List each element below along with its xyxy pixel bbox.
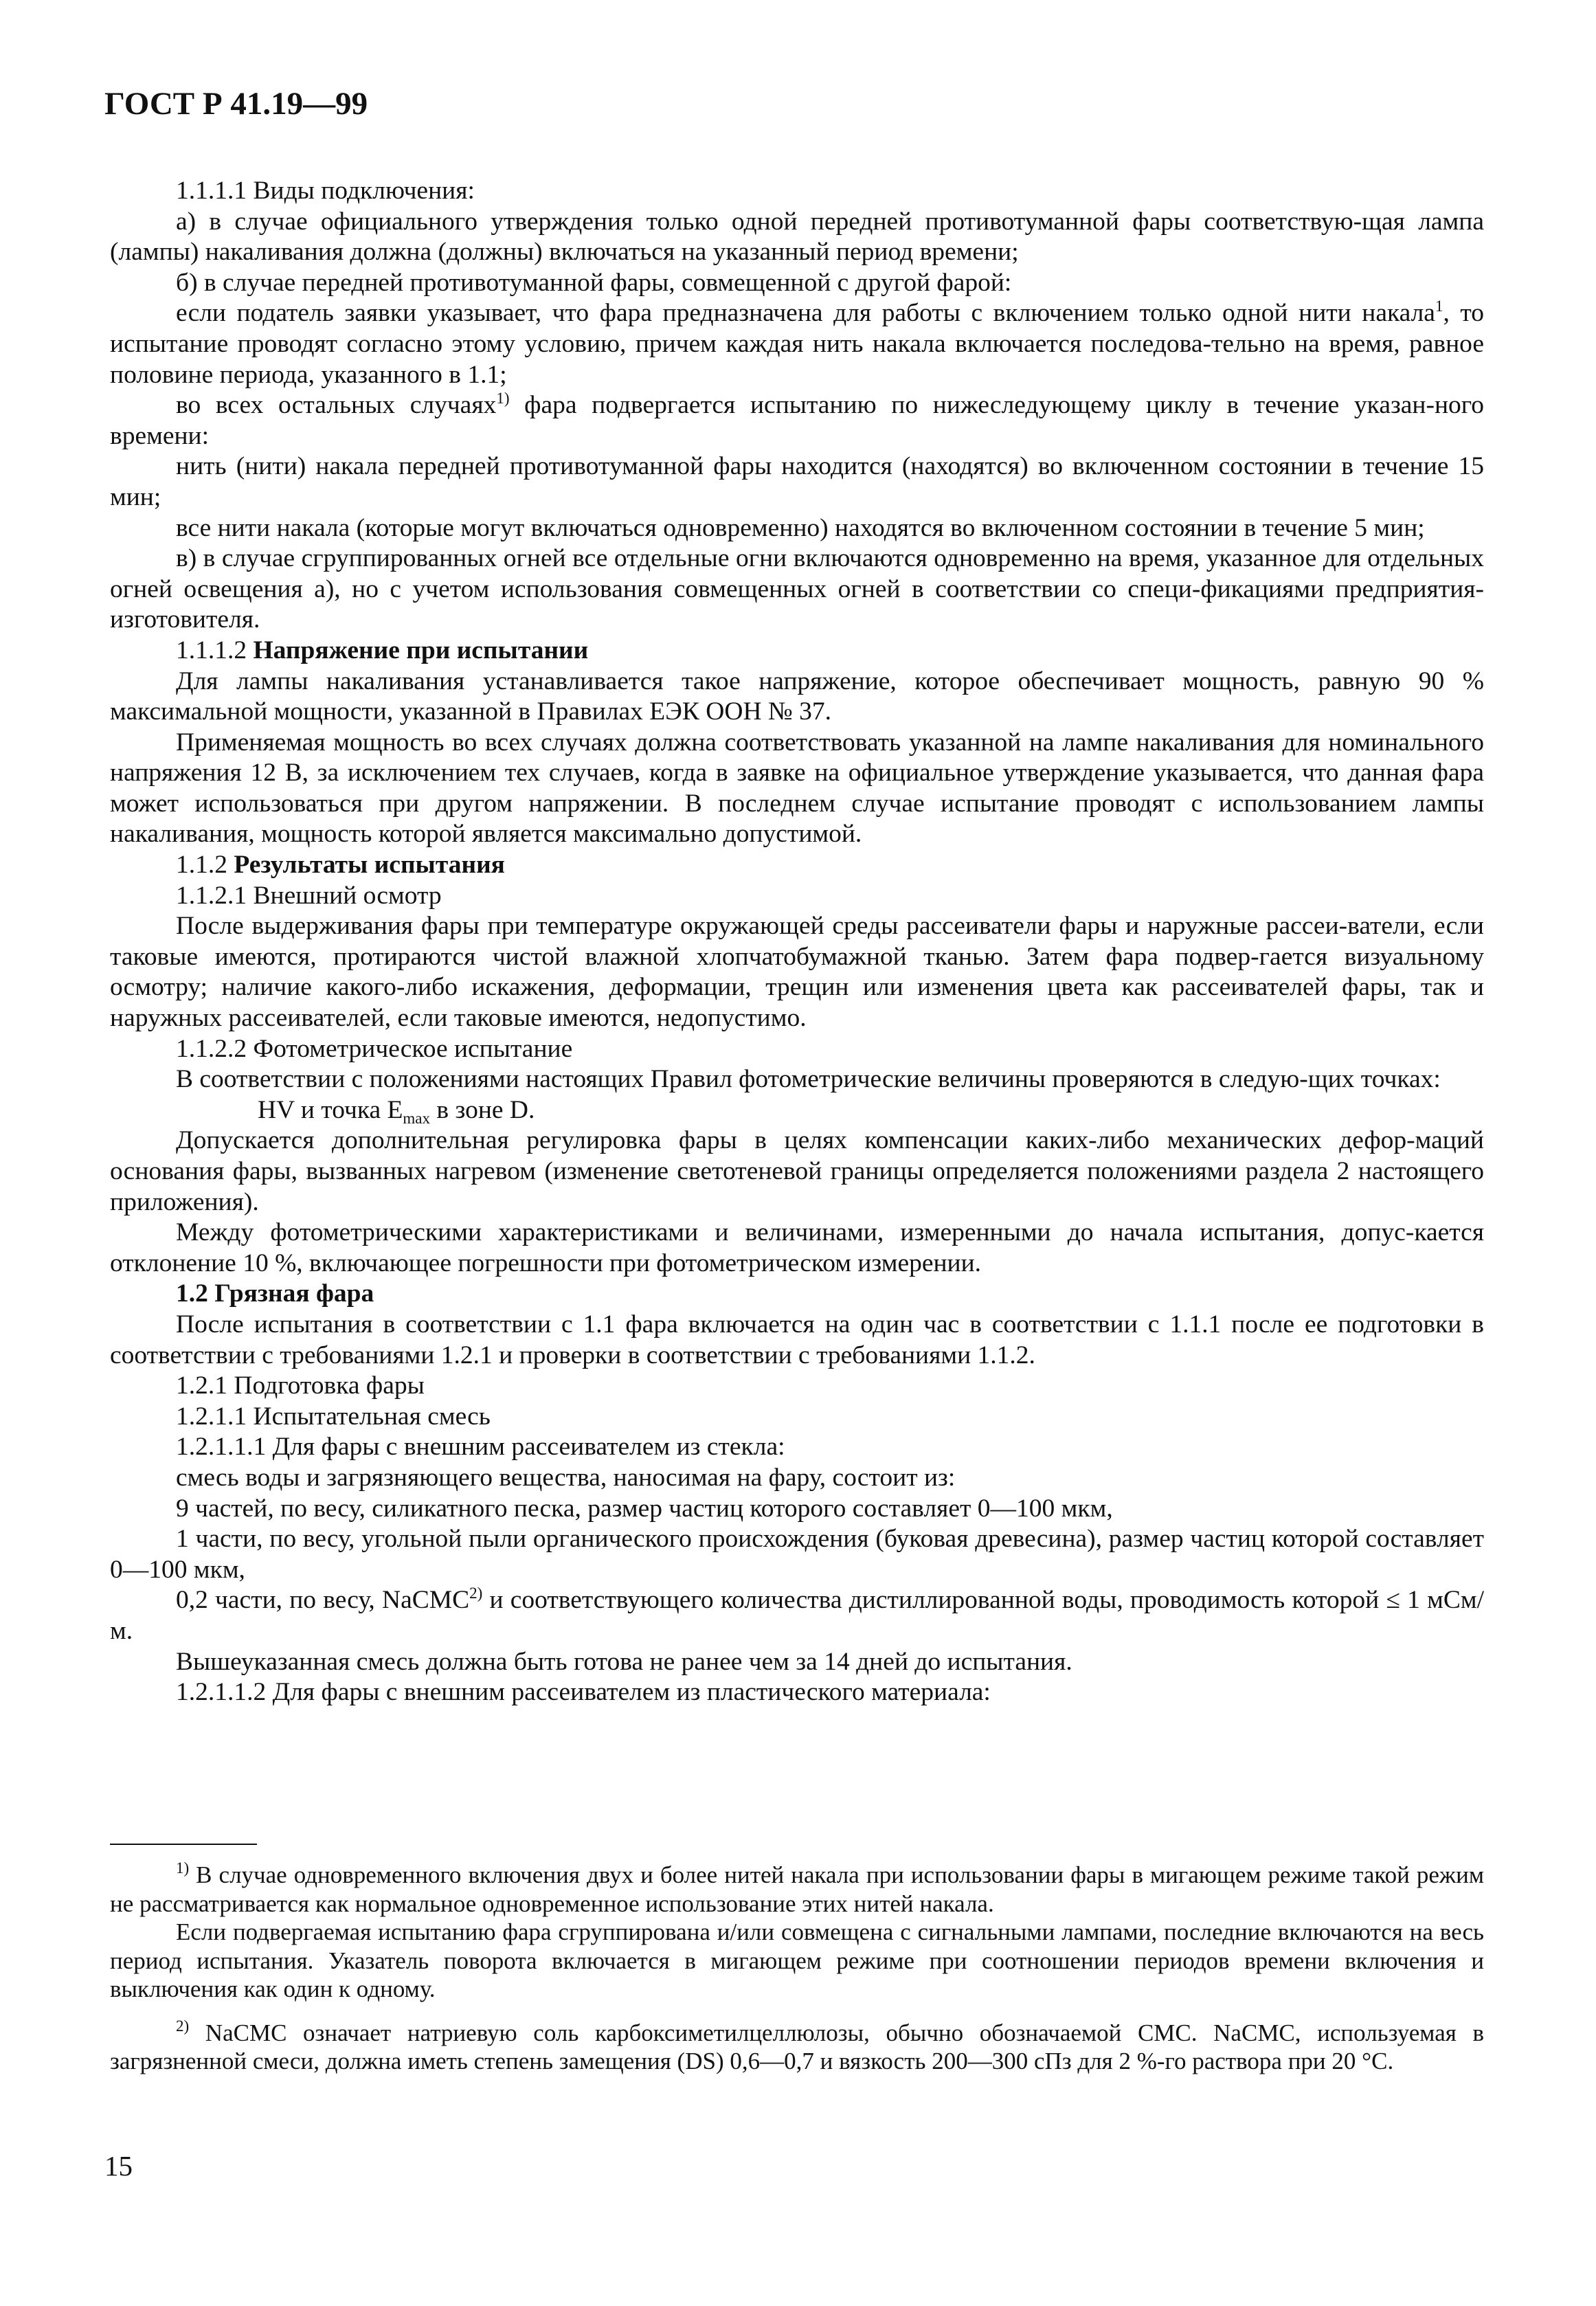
paragraph: все нити накала (которые могут включаться одновременно) находятся во включенном состоянии в течение 5 мин; xyxy=(176,513,1425,542)
paragraph-text: фара подвергается испытанию по нижеследующему циклу в течение указан-ного времени: xyxy=(110,391,1484,450)
paragraph: 9 частей, по весу, силикатного песка, размер частиц которого составляет 0—100 мкм, xyxy=(176,1494,1113,1523)
paragraph: Вышеуказанная смесь должна быть готова не ранее чем за 14 дней до испытания. xyxy=(176,1647,1072,1676)
paragraph: После выдерживания фары при температуре окружающей среды рассеиватели фары и наружные рассеи-ватели, если таковые имеются, протираются чистой влажной хлопчатобумажной тканью. Затем фара подвер-гается визуальному осмотру; наличие какого-либо искажения, деформации, трещин или изменения цвета как рассеивателей фары, так и наружных рассеивателей, если таковые имеются, недопустимо. xyxy=(110,912,1484,1033)
footnote-ref: 1 xyxy=(1435,298,1443,315)
footnote: Если подвергаемая испытанию фара сгруппирована и/или совмещена с сигнальными лампами, последние включаются на весь период испытания. Указатель поворота включается в мигающем режиме при соотношении периодов времени включения и выключения как один к одному. xyxy=(110,1918,1484,2002)
subsection-heading: 1.1.2.2 Фотометрическое испытание xyxy=(176,1034,573,1063)
paragraph: Допускается дополнительная регулировка фары в целях компенсации каких-либо механических дефор-маций основания фары, вызванных нагревом (изменение светотеневой границы определяется положениями раздела 2 настоящего приложения). xyxy=(110,1126,1484,1216)
paragraph-text: 0,2 части, по весу, NaCMC xyxy=(176,1586,470,1615)
paragraph: В соответствии с положениями настоящих Правил фотометрические величины проверяются в следую-щих точках: xyxy=(176,1065,1441,1094)
paragraph: После испытания в соответствии с 1.1 фара включается на один час в соответствии с 1.1.1 после ее подготовки в соответствии с требованиями 1.2.1 и проверки в соответствии с требованиями 1.1.2. xyxy=(110,1310,1484,1369)
footnote-mark: 1) xyxy=(176,1859,190,1877)
formula-subscript: max xyxy=(403,1109,431,1127)
formula-text: в зоне D. xyxy=(430,1095,535,1124)
paragraph-text: , то испытание проводят согласно этому условию, причем каждая нить накала включается последова-тельно на время, равное половине периода, указанного в 1.1; xyxy=(110,299,1484,389)
section-heading xyxy=(110,636,1484,667)
section-title: 1.2 Грязная фара xyxy=(176,1279,374,1308)
paragraph: б) в случае передней противотуманной фары, совмещенной с другой фарой: xyxy=(176,268,1012,297)
footnote-divider xyxy=(110,1844,257,1845)
formula-text: HV и точка E xyxy=(258,1095,403,1124)
footnote-ref: 1) xyxy=(496,390,510,407)
footnote xyxy=(110,1861,1484,1918)
paragraph: смесь воды и загрязняющего вещества, наносимая на фару, состоит из: xyxy=(176,1463,956,1492)
paragraph: нить (нити) накала передней противотуманной фары находится (находятся) во включенном состоянии в течение 15 мин; xyxy=(110,452,1484,511)
paragraph: Между фотометрическими характеристиками и величинами, измеренными до начала испытания, допус-кается отклонение 10 %, включающее погрешности при фотометрическом измерении. xyxy=(110,1218,1484,1277)
section-title: Результаты испытания xyxy=(234,851,505,880)
paragraph: в) в случае сгруппированных огней все отдельные огни включаются одновременно на время, указанное для отдельных огней освещения а), но с учетом использования совмещенных огней в соответствии со специ-фикациями предприятия-изготовителя. xyxy=(110,544,1484,634)
footnote xyxy=(110,2019,1484,2076)
standard-header: ГОСТ Р 41.19—99 xyxy=(104,86,368,122)
paragraph: 1 части, по весу, угольной пыли органического происхождения (буковая древесина), размер частиц которой составляет 0—100 мкм, xyxy=(110,1525,1484,1584)
paragraph: а) в случае официального утверждения только одной передней противотуманной фары соответствую-щая лампа (лампы) накаливания должна (должны) включаться на указанный период времени; xyxy=(110,207,1484,267)
section-number: 1.1.1.2 xyxy=(176,636,254,664)
body-text xyxy=(110,176,1484,1708)
section-title: Напряжение при испытании xyxy=(253,636,589,664)
footnotes xyxy=(110,1861,1484,2076)
page-number: 15 xyxy=(104,2150,133,2182)
subsection-heading: 1.1.2.1 Внешний осмотр xyxy=(176,881,442,910)
section-heading xyxy=(110,850,1484,881)
paragraph xyxy=(110,298,1484,390)
footnote-ref: 2) xyxy=(469,1585,483,1602)
footnote-text: NaCMC означает натриевую соль карбоксиметилцеллюлозы, обычно обозначаемой CMC. NaCMC, используемая в загрязненной смеси, должна иметь степень замещения (DS) 0,6—0,7 и вязкость 200—300 сПз для 2 %-го раствора при 20 °C. xyxy=(110,2019,1484,2074)
paragraph-text: и соответствующего количества дистиллированной воды, проводимость которой ≤ 1 мСм/м. xyxy=(110,1586,1484,1645)
subsection-heading: 1.2.1 Подготовка фары xyxy=(176,1372,425,1400)
footnote-text: В случае одновременного включения двух и более нитей накала при использовании фары в мигающем режиме такой режим не рассматривается как нормальное одновременное использование этих нитей накала. xyxy=(110,1861,1484,1917)
paragraph: 1.1.1.1 Виды подключения: xyxy=(176,177,475,205)
footnote-mark: 2) xyxy=(176,2017,190,2035)
subsection-heading: 1.2.1.1 Испытательная смесь xyxy=(176,1402,491,1431)
paragraph xyxy=(110,1585,1484,1646)
paragraph: 1.2.1.1.2 Для фары с внешним рассеивателем из пластического материала: xyxy=(176,1678,991,1707)
paragraph: 1.2.1.1.1 Для фары с внешним рассеивателем из стекла: xyxy=(176,1433,785,1462)
formula-line xyxy=(110,1095,1484,1126)
section-heading xyxy=(110,1279,1484,1310)
paragraph-text: если податель заявки указывает, что фара предназначена для работы с включением только одной нити накала xyxy=(176,299,1435,328)
paragraph xyxy=(110,390,1484,451)
section-number: 1.1.2 xyxy=(176,851,234,880)
paragraph: Для лампы накаливания устанавливается такое напряжение, которое обеспечивает мощность, равную 90 % максимальной мощности, указанной в Правилах ЕЭК ООН № 37. xyxy=(110,667,1484,726)
paragraph-text: во всех остальных случаях xyxy=(176,391,497,420)
paragraph: Применяемая мощность во всех случаях должна соответствовать указанной на лампе накаливания для номинального напряжения 12 В, за исключением тех случаев, когда в заявке на официальное утверждение указывается, что данная фара может использоваться при другом напряжении. В последнем случае испытание проводят с использованием лампы накаливания, мощность которой является максимально допустимой. xyxy=(110,728,1484,849)
